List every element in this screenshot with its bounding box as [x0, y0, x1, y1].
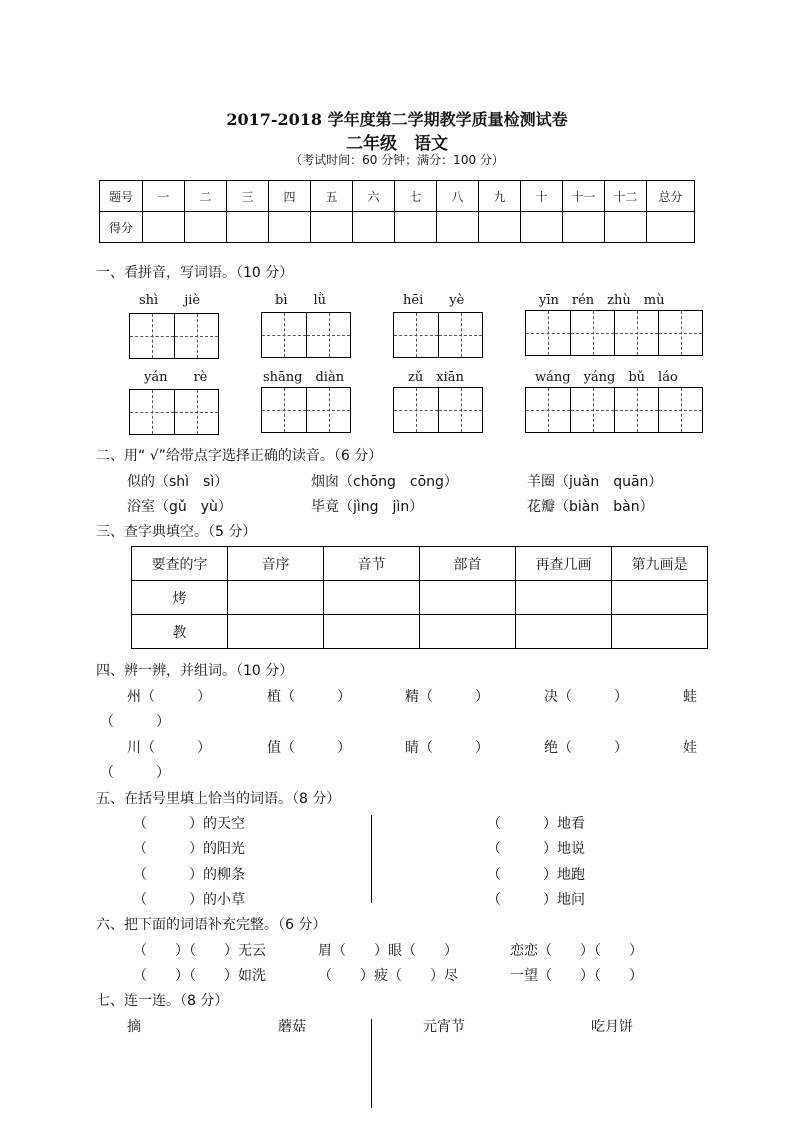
match-item[interactable]: 元宵节	[423, 1019, 465, 1035]
score-cell[interactable]	[437, 212, 479, 243]
match-item[interactable]: 摘	[127, 1019, 141, 1035]
pinyin-label: zǔ xiān	[408, 370, 464, 385]
dictionary-header: 音序	[228, 547, 324, 581]
score-header-cell: 八	[437, 181, 479, 212]
fill-item[interactable]: （ ）地说	[487, 841, 585, 857]
writing-grid[interactable]	[525, 387, 703, 433]
word-item[interactable]: 值（ ）	[267, 740, 351, 756]
dictionary-header: 音节	[324, 547, 420, 581]
pinyin-label: wáng yáng bǔ láo	[535, 370, 678, 385]
idiom-item[interactable]: （ ）疲（ ）尽	[318, 968, 458, 984]
score-table	[99, 180, 695, 243]
pinyin-label: hēi yè	[403, 293, 465, 308]
fill-item[interactable]: （ ）的阳光	[133, 841, 245, 857]
lookup-character: 烤	[132, 581, 228, 615]
score-cell[interactable]	[311, 212, 353, 243]
score-header-cell: 五	[311, 181, 353, 212]
score-cell[interactable]	[185, 212, 227, 243]
fill-item[interactable]: （ ）的天空	[133, 816, 245, 832]
word-item[interactable]: 决（ ）	[544, 689, 628, 705]
idiom-item[interactable]: （ ）（ ）无云	[133, 943, 266, 959]
word-item[interactable]: 州（ ）	[127, 689, 211, 705]
pinyin-label: yán rè	[144, 370, 208, 385]
score-header-cell: 总分	[647, 181, 695, 212]
fill-item[interactable]: （ ）的小草	[133, 892, 245, 908]
word-item[interactable]: 睛（ ）	[405, 740, 489, 756]
score-cell[interactable]	[479, 212, 521, 243]
score-table-score-row	[100, 212, 695, 243]
dictionary-header: 第九画是	[612, 547, 708, 581]
idiom-item[interactable]: （ ）（ ）如洗	[133, 968, 266, 984]
score-header-cell: 十	[521, 181, 563, 212]
score-header-cell: 题号	[100, 181, 143, 212]
answer-cell[interactable]	[516, 615, 612, 649]
column-divider	[371, 1019, 372, 1108]
pinyin-label: yīn rén zhù mù	[539, 293, 665, 308]
pronunciation-item[interactable]: 烟囱（chōng cōng）	[311, 474, 458, 490]
lookup-character: 教	[132, 615, 228, 649]
score-header-cell: 三	[227, 181, 269, 212]
pronunciation-item[interactable]: 花瓣（biàn bàn）	[527, 499, 654, 515]
dictionary-row	[132, 581, 708, 615]
dictionary-header-row	[132, 547, 708, 581]
writing-grid[interactable]	[129, 389, 219, 435]
score-header-cell: 四	[269, 181, 311, 212]
fill-item[interactable]: （ ）地跑	[487, 867, 585, 883]
answer-cell[interactable]	[228, 581, 324, 615]
pinyin-label: shì jiè	[139, 293, 201, 308]
section2-title: 二、用“ √”给带点字选择正确的读音。（6 分）	[96, 448, 383, 464]
pronunciation-item[interactable]: 毕竟（jìng jìn）	[311, 499, 424, 515]
word-item[interactable]: 川（ ）	[127, 740, 211, 756]
idiom-item[interactable]: 恋恋（ ）（ ）	[510, 943, 643, 959]
idiom-item[interactable]: 眉（ ）眼（ ）	[318, 943, 458, 959]
answer-cell[interactable]	[516, 581, 612, 615]
exam-info: （考试时间：60 分钟；满分：100 分）	[290, 153, 504, 167]
idiom-item[interactable]: 一望（ ）（ ）	[510, 968, 643, 984]
score-header-cell: 十一	[563, 181, 605, 212]
section3-title: 三、查字典填空。（5 分）	[96, 524, 257, 540]
score-cell[interactable]	[269, 212, 311, 243]
score-cell[interactable]	[227, 212, 269, 243]
dictionary-table	[131, 546, 708, 649]
fill-item[interactable]: （ ）地看	[487, 816, 585, 832]
writing-grid[interactable]	[525, 310, 703, 356]
writing-grid[interactable]	[129, 313, 219, 359]
word-item-continued[interactable]: （ ）	[100, 765, 170, 781]
score-cell[interactable]	[353, 212, 395, 243]
word-item[interactable]: 精（ ）	[405, 689, 489, 705]
section1-title: 一、看拼音，写词语。（10 分）	[96, 265, 294, 281]
score-header-cell: 一	[143, 181, 185, 212]
score-header-cell: 六	[353, 181, 395, 212]
score-header-cell: 九	[479, 181, 521, 212]
fill-item[interactable]: （ ）地问	[487, 892, 585, 908]
writing-grid[interactable]	[393, 312, 483, 358]
word-item[interactable]: 绝（ ）	[544, 740, 628, 756]
dictionary-header: 部首	[420, 547, 516, 581]
dictionary-header: 再查几画	[516, 547, 612, 581]
word-item[interactable]: 娃	[683, 740, 697, 756]
pronunciation-item[interactable]: 似的（shì sì）	[127, 474, 229, 490]
answer-cell[interactable]	[228, 615, 324, 649]
answer-cell[interactable]	[324, 615, 420, 649]
match-item[interactable]: 蘑菇	[278, 1019, 306, 1035]
section5-title: 五、在括号里填上恰当的词语。（8 分）	[96, 791, 341, 807]
section7-title: 七、连一连。（8 分）	[96, 993, 229, 1009]
score-cell[interactable]	[647, 212, 695, 243]
writing-grid[interactable]	[261, 387, 351, 433]
score-table-header-row	[100, 181, 695, 212]
dictionary-row	[132, 615, 708, 649]
pinyin-label: shāng diàn	[263, 370, 345, 385]
dictionary-header: 要查的字	[132, 547, 228, 581]
answer-cell[interactable]	[420, 581, 516, 615]
exam-title: 2017-2018 学年度第二学期教学质量检测试卷	[226, 110, 568, 129]
score-cell[interactable]	[605, 212, 647, 243]
section6-title: 六、把下面的词语补充完整。（6 分）	[96, 917, 327, 933]
score-row-label: 得分	[100, 212, 143, 243]
section4-title: 四、辨一辨，并组词。（10 分）	[96, 663, 294, 679]
word-item[interactable]: 蛙	[683, 689, 697, 705]
score-cell[interactable]	[143, 212, 185, 243]
score-header-cell: 十二	[605, 181, 647, 212]
word-item-continued[interactable]: （ ）	[100, 714, 170, 730]
answer-cell[interactable]	[612, 581, 708, 615]
writing-grid[interactable]	[393, 387, 483, 433]
score-cell[interactable]	[563, 212, 605, 243]
pinyin-label: bì lǜ	[275, 293, 327, 308]
answer-cell[interactable]	[420, 615, 516, 649]
answer-cell[interactable]	[324, 581, 420, 615]
score-cell[interactable]	[521, 212, 563, 243]
word-item[interactable]: 植（ ）	[267, 689, 351, 705]
score-cell[interactable]	[395, 212, 437, 243]
pronunciation-item[interactable]: 浴室（gǔ yù）	[127, 499, 232, 515]
column-divider	[371, 815, 372, 903]
match-item[interactable]: 吃月饼	[591, 1019, 633, 1035]
pronunciation-item[interactable]: 羊圈（juàn quān）	[527, 474, 663, 490]
score-header-cell: 七	[395, 181, 437, 212]
writing-grid[interactable]	[261, 312, 351, 358]
answer-cell[interactable]	[612, 615, 708, 649]
fill-item[interactable]: （ ）的柳条	[133, 867, 245, 883]
grade-subject: 二年级 语文	[346, 134, 448, 154]
score-header-cell: 二	[185, 181, 227, 212]
